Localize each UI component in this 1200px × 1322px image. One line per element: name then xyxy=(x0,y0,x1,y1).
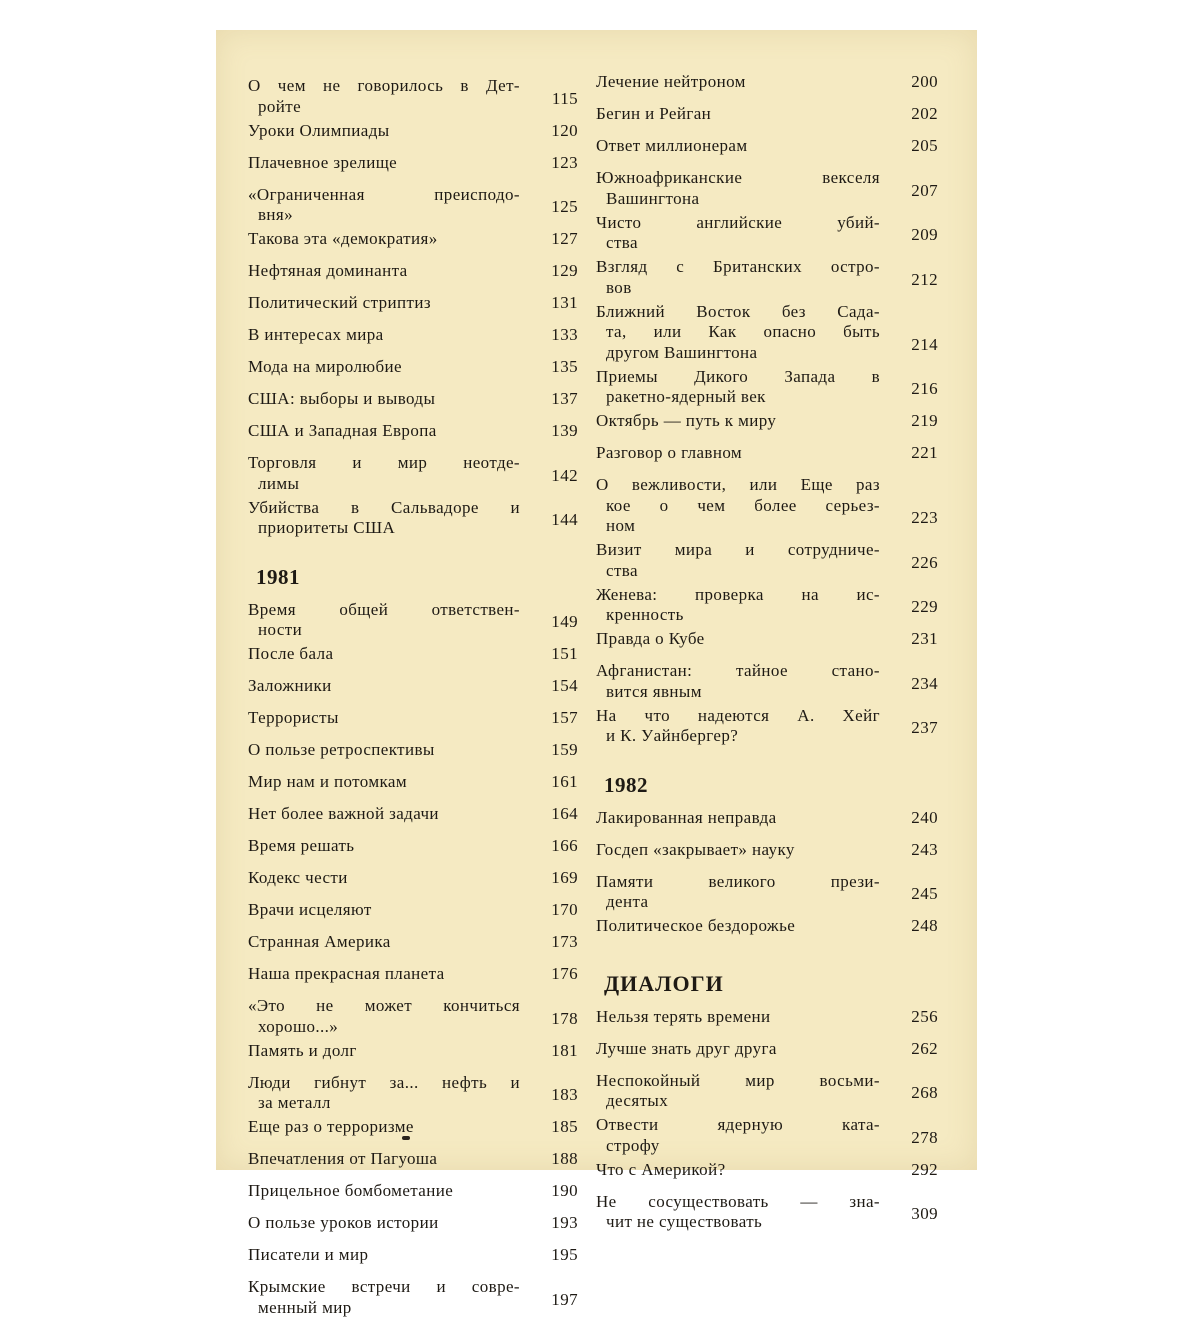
toc-entry-page-number: 135 xyxy=(551,357,578,376)
toc-entry-title-line: Женева: проверка на ис- xyxy=(596,584,880,604)
toc-entry-page-number: 212 xyxy=(911,269,938,289)
toc-entry-title-line: О вежливости, или Еще раз xyxy=(596,475,880,494)
toc-entry-title xyxy=(248,676,520,705)
toc-entry-title xyxy=(596,1192,880,1233)
toc-entry xyxy=(596,1039,938,1068)
toc-entry-title-line: за металл xyxy=(258,1093,331,1112)
toc-entry-page-number: 176 xyxy=(551,964,578,983)
toc-entry-page-number: 181 xyxy=(551,1040,578,1060)
toc-entry-title-line: Время решать xyxy=(248,836,355,855)
toc-group xyxy=(596,1007,938,1233)
toc-entry-page-number: 229 xyxy=(911,597,938,616)
toc-entry-page-number: 207 xyxy=(911,180,938,200)
toc-entry-title xyxy=(248,325,520,354)
toc-entry-title xyxy=(596,540,880,581)
toc-entry-title xyxy=(248,900,520,929)
toc-entry-page-number: 159 xyxy=(551,740,578,759)
toc-entry-title xyxy=(596,1039,880,1068)
toc-entry-title xyxy=(248,964,520,993)
toc-entry-page-number: 268 xyxy=(911,1083,938,1102)
toc-entry-title-line: Странная Америка xyxy=(248,932,391,951)
toc-entry-page-number: 161 xyxy=(551,772,578,791)
toc-entry xyxy=(596,72,938,101)
toc-entry-title xyxy=(596,104,880,133)
toc-entry xyxy=(248,293,578,322)
toc-entry xyxy=(248,1181,578,1210)
toc-entry-title xyxy=(248,740,520,769)
toc-entry xyxy=(248,121,578,150)
toc-entry xyxy=(248,676,578,705)
toc-entry-page-number: 185 xyxy=(551,1117,578,1136)
toc-entry-title xyxy=(248,357,520,386)
toc-entry-title-line: Торговля и мир неотде- xyxy=(248,453,520,472)
toc-entry-page-number: 243 xyxy=(911,839,938,859)
toc-entry-title-line: Памяти великого прези- xyxy=(596,871,880,891)
toc-entry-title-line: Отвести ядерную ката- xyxy=(596,1115,880,1134)
toc-entry-title xyxy=(596,411,880,440)
toc-entry xyxy=(596,1160,938,1189)
toc-entry-title-line: Неспокойный мир восьми- xyxy=(596,1070,880,1090)
toc-entry-title xyxy=(596,213,880,254)
toc-entry-page-number: 248 xyxy=(911,916,938,935)
toc-entry-title xyxy=(248,1277,520,1318)
toc-entry-title-line: другом Вашингтона xyxy=(606,342,758,362)
toc-entry xyxy=(596,661,938,702)
toc-left-column xyxy=(248,76,578,1322)
toc-entry xyxy=(248,453,578,494)
toc-entry xyxy=(596,916,938,945)
toc-entry xyxy=(248,964,578,993)
toc-entry xyxy=(248,1117,578,1146)
toc-entry-title-line: Нефтяная доминанта xyxy=(248,261,408,280)
toc-entry xyxy=(248,185,578,226)
toc-entry xyxy=(248,644,578,673)
toc-entry-title-line: ства xyxy=(606,233,638,252)
toc-entry-title xyxy=(248,932,520,961)
toc-entry-title-line: вов xyxy=(606,277,632,297)
toc-entry-title-line: Писатели и мир xyxy=(248,1245,369,1264)
toc-entry-page-number: 173 xyxy=(551,932,578,951)
toc-entry xyxy=(248,1213,578,1242)
toc-entry-page-number: 137 xyxy=(551,389,578,408)
toc-entry-page-number: 139 xyxy=(551,421,578,440)
toc-entry-title-line: Афганистан: тайное стано- xyxy=(596,661,880,680)
toc-entry xyxy=(596,540,938,581)
toc-entry xyxy=(248,1073,578,1114)
toc-entry-page-number: 226 xyxy=(911,552,938,572)
toc-entry xyxy=(248,1277,578,1318)
toc-entry xyxy=(248,804,578,833)
toc-entry-title xyxy=(596,257,880,298)
toc-entry-title-line: Не сосуществовать — зна- xyxy=(596,1191,880,1211)
toc-entry-title-line: После бала xyxy=(248,644,334,663)
toc-entry xyxy=(248,932,578,961)
toc-entry-title-line: Приемы Дикого Запада в xyxy=(596,366,880,386)
toc-entry-title xyxy=(596,443,880,472)
toc-entry-title-line: приоритеты США xyxy=(258,518,396,537)
toc-entry-page-number: 125 xyxy=(551,197,578,216)
toc-entry xyxy=(596,443,938,472)
toc-entry-title xyxy=(248,1181,520,1210)
toc-entry-page-number: 223 xyxy=(911,508,938,527)
toc-entry xyxy=(248,325,578,354)
toc-entry xyxy=(248,996,578,1037)
toc-entry-page-number: 166 xyxy=(551,836,578,855)
toc-entry xyxy=(248,600,578,641)
toc-entry xyxy=(248,389,578,418)
toc-entry xyxy=(596,213,938,254)
toc-group xyxy=(596,72,938,747)
toc-entry-title-line: Кодекс чести xyxy=(248,868,348,887)
toc-entry-title xyxy=(248,293,520,322)
toc-entry xyxy=(596,302,938,364)
toc-entry-page-number: 209 xyxy=(911,225,938,244)
toc-entry-title xyxy=(596,1160,880,1189)
toc-entry-title xyxy=(248,261,520,290)
toc-entry-title xyxy=(248,1041,520,1070)
toc-entry-page-number: 216 xyxy=(911,379,938,398)
toc-entry-page-number: 133 xyxy=(551,325,578,344)
toc-entry-title xyxy=(596,585,880,626)
toc-entry-title xyxy=(248,708,520,737)
toc-entry xyxy=(248,1041,578,1070)
toc-entry-title-line: Октябрь — путь к миру xyxy=(596,411,777,430)
toc-group xyxy=(248,76,578,539)
toc-entry-title-line: Мода на миролюбие xyxy=(248,357,402,376)
toc-entry xyxy=(248,708,578,737)
toc-entry-title-line: Южноафриканские векселя xyxy=(596,168,880,187)
toc-entry-title-line: Визит мира и сотрудниче- xyxy=(596,540,880,559)
toc-entry xyxy=(248,1245,578,1274)
toc-entry-title-line: строфу xyxy=(606,1135,660,1155)
toc-entry-title xyxy=(248,185,520,226)
toc-entry-title-line: Вашингтона xyxy=(606,188,700,208)
toc-entry-title-line: Наша прекрасная планета xyxy=(248,964,445,983)
toc-entry-title xyxy=(596,661,880,702)
toc-entry-title-line: Политический стриптиз xyxy=(248,293,431,312)
toc-entry-title-line: Террористы xyxy=(248,708,339,727)
toc-entry-title xyxy=(596,168,880,209)
toc-entry-title-line: «Это не может кончиться xyxy=(248,996,520,1015)
toc-entry-title xyxy=(596,629,880,658)
toc-entry-title-line: Политическое бездорожье xyxy=(596,916,796,935)
toc-entry-title xyxy=(596,808,880,837)
toc-entry-title-line: Нельзя терять времени xyxy=(596,1006,771,1026)
toc-entry-title-line: США: выборы и выводы xyxy=(248,389,436,408)
toc-entry xyxy=(596,1115,938,1156)
toc-entry-page-number: 129 xyxy=(551,261,578,280)
toc-entry-title xyxy=(248,868,520,897)
toc-entry-page-number: 178 xyxy=(551,1008,578,1028)
toc-entry xyxy=(248,76,578,117)
toc-entry-title-line: Еще раз о терроризме xyxy=(248,1117,414,1136)
toc-entry xyxy=(596,872,938,913)
toc-entry-page-number: 309 xyxy=(911,1204,938,1223)
toc-entry-title xyxy=(248,772,520,801)
toc-entry-page-number: 195 xyxy=(551,1245,578,1264)
toc-entry-title-line: О пользе ретроспективы xyxy=(248,740,435,759)
toc-entry-title-line: Правда о Кубе xyxy=(596,629,705,648)
toc-entry-title-line: та, или Как опасно быть xyxy=(606,322,880,341)
toc-entry-page-number: 221 xyxy=(911,443,938,462)
toc-entry-page-number: 183 xyxy=(551,1085,578,1104)
toc-entry xyxy=(248,421,578,450)
toc-entry xyxy=(596,629,938,658)
toc-entry-title-line: Взгляд с Британских остро- xyxy=(596,257,880,276)
toc-entry-title xyxy=(596,302,880,364)
toc-entry-page-number: 231 xyxy=(911,629,938,648)
toc-entry-title xyxy=(596,1115,880,1156)
toc-entry xyxy=(248,357,578,386)
toc-entry-title xyxy=(248,1245,520,1274)
toc-entry-title-line: кое о чем более серьез- xyxy=(606,495,880,515)
toc-entry xyxy=(248,836,578,865)
toc-entry xyxy=(596,104,938,133)
toc-entry-title-line: В интересах мира xyxy=(248,325,384,344)
toc-entry-title-line: «Ограниченная преисподо- xyxy=(248,184,520,204)
toc-entry-title xyxy=(248,600,520,641)
toc-entry-page-number: 245 xyxy=(911,884,938,903)
toc-entry-page-number: 214 xyxy=(911,334,938,354)
toc-entry-title-line: ройте xyxy=(258,96,302,116)
toc-entry-title-line: чит не существовать xyxy=(606,1212,763,1231)
toc-entry-page-number: 169 xyxy=(551,868,578,887)
toc-entry xyxy=(596,257,938,298)
toc-entry-page-number: 164 xyxy=(551,804,578,823)
toc-entry xyxy=(248,498,578,539)
toc-entry-title xyxy=(596,706,880,747)
toc-entry-page-number: 193 xyxy=(551,1213,578,1232)
toc-entry-page-number: 237 xyxy=(911,718,938,737)
toc-entry-title xyxy=(248,836,520,865)
toc-entry-title-line: Врачи исцеляют xyxy=(248,900,372,919)
toc-entry-title-line: Чисто английские убий- xyxy=(596,212,880,232)
book-page xyxy=(216,30,977,1317)
toc-entry xyxy=(596,411,938,440)
toc-entry-title xyxy=(248,229,520,258)
toc-entry xyxy=(596,1007,938,1036)
toc-entry-title-line: Мир нам и потомкам xyxy=(248,772,407,791)
toc-entry xyxy=(596,585,938,626)
toc-entry-title-line: На что надеются А. Хейг xyxy=(596,705,880,725)
toc-entry-title-line: Люди гибнут за... нефть и xyxy=(248,1072,520,1092)
toc-entry-page-number: 292 xyxy=(911,1159,938,1179)
toc-entry-page-number: 154 xyxy=(551,676,578,695)
toc-entry-title-line: Бегин и Рейган xyxy=(596,104,712,123)
toc-entry-title xyxy=(596,1071,880,1112)
toc-entry-title-line: вится явным xyxy=(606,681,702,701)
toc-entry-page-number: 234 xyxy=(911,673,938,693)
toc-entry-page-number: 127 xyxy=(551,229,578,248)
toc-entry-title-line: десятых xyxy=(606,1091,669,1110)
toc-entry-page-number: 149 xyxy=(551,612,578,631)
toc-entry-title-line: лимы xyxy=(258,473,300,493)
toc-entry-title-line: Госдеп «закрывает» науку xyxy=(596,839,795,859)
toc-entry-title-line: О чем не говорилось в Дет- xyxy=(248,76,520,95)
toc-entry-page-number: 123 xyxy=(551,152,578,172)
toc-entry-page-number: 120 xyxy=(551,120,578,140)
toc-entry-title xyxy=(248,389,520,418)
toc-entry-title-line: Крымские встречи и совре- xyxy=(248,1277,520,1296)
toc-entry-title-line: Память и долг xyxy=(248,1040,357,1060)
toc-entry xyxy=(248,153,578,182)
toc-entry-page-number: 131 xyxy=(551,293,578,312)
toc-entry-title xyxy=(248,453,520,494)
toc-entry-title-line: Лучше знать друг друга xyxy=(596,1038,777,1058)
toc-entry-title-line: Ответ миллионерам xyxy=(596,136,748,155)
toc-entry-title-line: Убийства в Сальвадоре и xyxy=(248,497,520,517)
toc-entry-title-line: и К. Уайнбергер? xyxy=(606,726,739,745)
toc-entry-title-line: Лакированная неправда xyxy=(596,807,777,827)
toc-entry xyxy=(596,367,938,408)
toc-entry-page-number: 262 xyxy=(911,1038,938,1058)
section-heading-1981: 1981 xyxy=(256,564,300,589)
section-heading-dialogs: ДИАЛОГИ xyxy=(604,970,724,996)
toc-entry xyxy=(248,772,578,801)
toc-entry-title-line: ракетно-ядерный век xyxy=(606,387,766,406)
toc-entry xyxy=(596,1192,938,1233)
toc-entry xyxy=(596,168,938,209)
toc-entry-title xyxy=(596,872,880,913)
toc-entry-title-line: Плачевное зрелище xyxy=(248,152,398,172)
toc-entry-page-number: 197 xyxy=(551,1289,578,1309)
toc-entry-title xyxy=(248,804,520,833)
toc-entry xyxy=(596,840,938,869)
toc-entry-title-line: Заложники xyxy=(248,676,332,695)
toc-entry-title-line: Лечение нейтроном xyxy=(596,72,746,91)
toc-entry-title-line: Ближний Восток без Сада- xyxy=(596,301,880,321)
toc-entry-title xyxy=(248,1213,520,1242)
toc-entry-title-line: США и Западная Европа xyxy=(248,421,437,440)
toc-entry xyxy=(596,475,938,537)
toc-entry-title xyxy=(596,72,880,101)
toc-entry-title-line: Что с Америкой? xyxy=(596,1159,726,1179)
toc-entry-title xyxy=(248,1149,520,1178)
toc-entry-title-line: вня» xyxy=(258,205,294,224)
toc-entry-page-number: 278 xyxy=(911,1127,938,1147)
toc-right-column xyxy=(596,72,938,1236)
toc-entry xyxy=(248,740,578,769)
toc-group xyxy=(596,808,938,945)
toc-entry-title xyxy=(248,498,520,539)
toc-entry-title-line: Время общей ответствен- xyxy=(248,599,520,619)
toc-entry-page-number: 256 xyxy=(911,1006,938,1026)
toc-entry xyxy=(596,1071,938,1112)
toc-entry xyxy=(596,706,938,747)
toc-group xyxy=(248,600,578,1319)
toc-entry-page-number: 188 xyxy=(551,1149,578,1168)
toc-entry-page-number: 240 xyxy=(911,807,938,827)
toc-entry-page-number: 157 xyxy=(551,708,578,727)
toc-entry-title-line: О пользе уроков истории xyxy=(248,1213,439,1232)
toc-entry xyxy=(248,900,578,929)
toc-entry-title-line: ном xyxy=(606,516,636,535)
toc-entry-page-number: 115 xyxy=(551,88,578,108)
ink-mark xyxy=(402,1136,410,1140)
toc-entry-page-number: 142 xyxy=(551,465,578,485)
toc-entry-title-line: Такова эта «демократия» xyxy=(248,229,438,248)
toc-entry-page-number: 219 xyxy=(911,411,938,430)
toc-entry-title-line: Уроки Олимпиады xyxy=(248,120,390,140)
toc-entry-title-line: менный мир xyxy=(258,1297,352,1317)
toc-entry-title xyxy=(248,121,520,150)
toc-entry-title-line: дента xyxy=(606,892,649,911)
toc-entry-title-line: ства xyxy=(606,560,638,580)
toc-entry xyxy=(248,229,578,258)
toc-entry-title xyxy=(248,76,520,117)
toc-entry-page-number: 205 xyxy=(911,136,938,155)
toc-entry-title-line: ности xyxy=(258,620,303,639)
toc-entry xyxy=(596,808,938,837)
toc-entry-title-line: хорошо...» xyxy=(258,1016,339,1036)
toc-entry-title xyxy=(248,153,520,182)
toc-entry-title xyxy=(596,840,880,869)
toc-entry-title-line: Впечатления от Пагуоша xyxy=(248,1149,438,1168)
toc-entry xyxy=(248,1149,578,1178)
toc-entry xyxy=(596,136,938,165)
toc-entry-page-number: 144 xyxy=(551,510,578,529)
toc-entry xyxy=(248,261,578,290)
toc-entry-title xyxy=(596,136,880,165)
toc-entry-title xyxy=(248,644,520,673)
section-heading-1982: 1982 xyxy=(604,772,648,797)
toc-entry-title xyxy=(248,1073,520,1114)
toc-entry-title xyxy=(596,475,880,537)
toc-entry-page-number: 151 xyxy=(551,644,578,663)
toc-entry-title xyxy=(248,1117,520,1146)
toc-entry-title-line: кренность xyxy=(606,605,684,624)
toc-entry-title-line: Прицельное бомбометание xyxy=(248,1181,454,1200)
toc-entry-title xyxy=(596,916,880,945)
toc-entry xyxy=(248,868,578,897)
toc-entry-title xyxy=(248,421,520,450)
toc-entry-title xyxy=(596,367,880,408)
toc-entry-page-number: 190 xyxy=(551,1181,578,1200)
toc-entry-title-line: Нет более важной задачи xyxy=(248,804,439,823)
toc-entry-title-line: Разговор о главном xyxy=(596,443,743,462)
toc-entry-title xyxy=(596,1007,880,1036)
toc-entry-page-number: 170 xyxy=(551,900,578,919)
toc-entry-page-number: 200 xyxy=(911,72,938,91)
toc-entry-title xyxy=(248,996,520,1037)
toc-entry-page-number: 202 xyxy=(911,104,938,123)
